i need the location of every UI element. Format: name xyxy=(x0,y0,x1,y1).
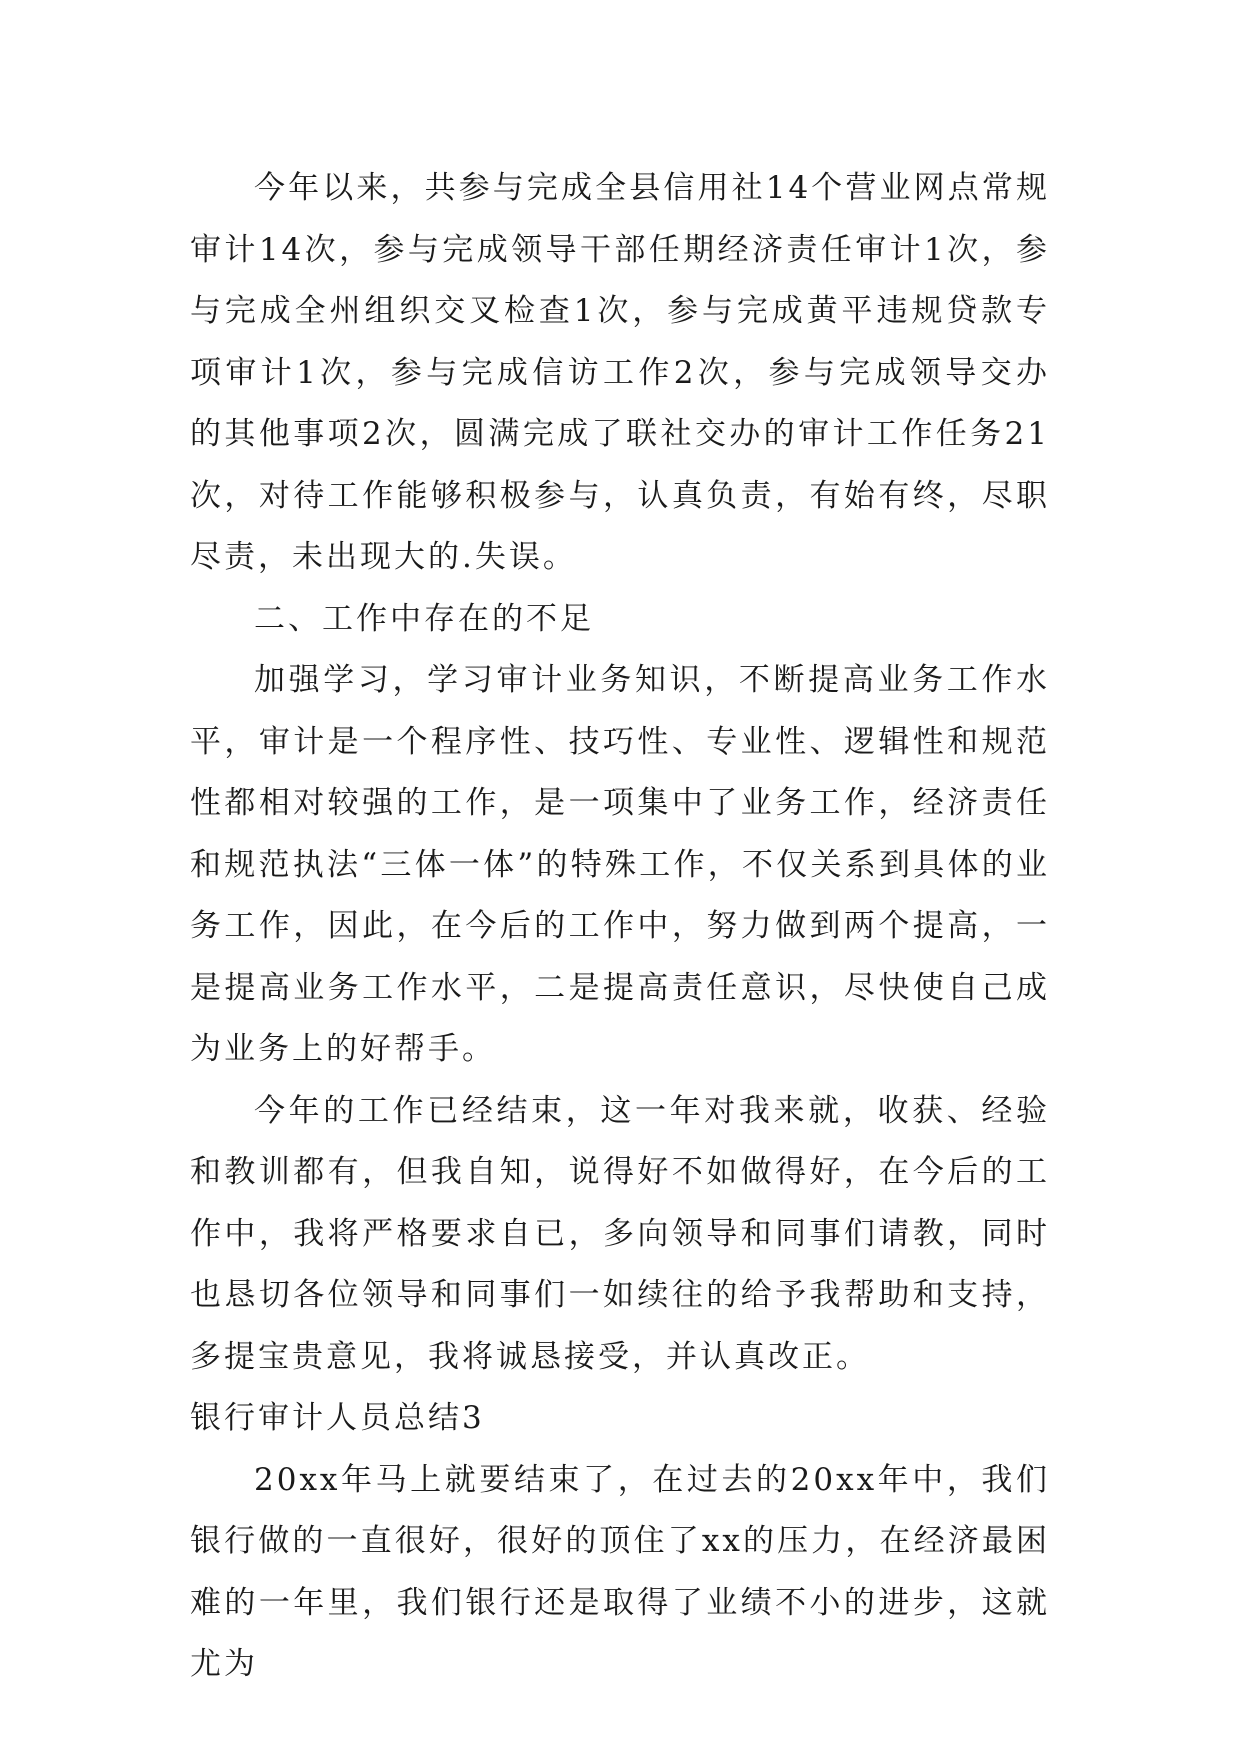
paragraph-study-improvement: 加强学习，学习审计业务知识，不断提高业务工作水平，审计是一个程序性、技巧性、专业性、逻辑性和规范性都相对较强的工作，是一项集中了业务工作，经济责任和规范执法“三体一体”的特殊工作，不仅关系到具体的业务工作，因此，在今后的工作中，努力做到两个提高，一是提高业务工作水平，二是提高责任意识，尽快使自己成为业务上的好帮手。 xyxy=(190,662,1050,1067)
paragraph-bank-performance: 20xx年马上就要结束了，在过去的20xx年中，我们银行做的一直很好，很好的顶住了xx的压力，在经济最困难的一年里，我们银行还是取得了业绩不小的进步，这就尤为 xyxy=(190,1461,1050,1682)
document-body xyxy=(190,158,1050,1696)
paragraph-year-end-reflection: 今年的工作已经结束，这一年对我来就，收获、经验和教训都有，但我自知，说得好不如做得好，在今后的工作中，我将严格要求自已，多向领导和同事们请教，同时也恳切各位领导和同事们一如续往的给予我帮助和支持，多提宝贵意见，我将诚恳接受，并认真改正。 xyxy=(190,1092,1050,1375)
section-title-summary-3: 银行审计人员总结3 xyxy=(190,1400,485,1436)
paragraph-audit-summary: 今年以来，共参与完成全县信用社14个营业网点常规审计14次，参与完成领导干部任期经济责任审计1次，参与完成全州组织交叉检查1次，参与完成黄平违规贷款专项审计1次，参与完成信访工作2次，参与完成领导交办的其他事项2次，圆满完成了联社交办的审计工作任务21次，对待工作能够积极参与，认真负责，有始有终，尽职尽责，未出现大的.失误。 xyxy=(190,170,1050,575)
heading-shortcomings: 二、工作中存在的不足 xyxy=(254,600,594,637)
